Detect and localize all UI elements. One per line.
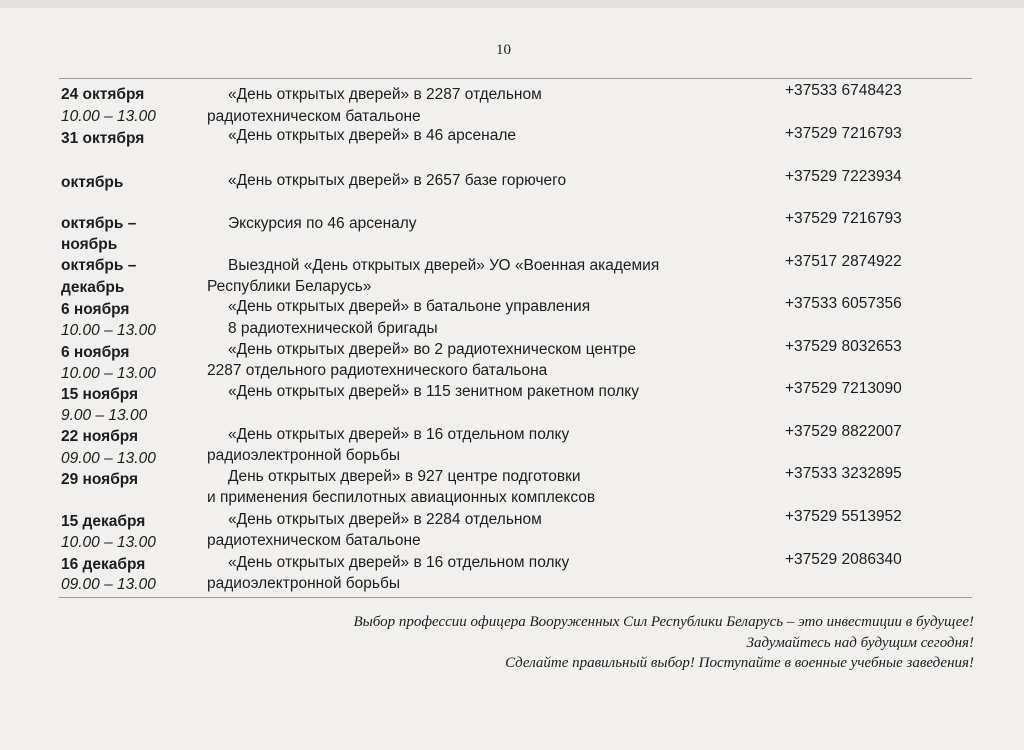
entry-phone: +37529 7216793: [785, 210, 902, 227]
entry-phone: +37529 5513952: [785, 508, 902, 525]
entry-phone: +37529 7213090: [785, 380, 902, 397]
entry-time: 09.00 – 13.00: [61, 576, 156, 593]
entry-event-continuation: 2287 отдельного радиотехнического батальона: [207, 362, 548, 379]
entry-event-continuation: радиотехническом батальоне: [207, 108, 421, 125]
entry-time: 10.00 – 13.00: [61, 322, 156, 339]
entry-phone: +37533 3232895: [785, 465, 902, 482]
footer-slogan-line: Задумайтесь над будущим сегодня!: [746, 635, 974, 651]
entry-phone: +37529 7216793: [785, 125, 902, 142]
entry-time: 10.00 – 13.00: [61, 534, 156, 551]
entry-phone: +37529 8032653: [785, 338, 902, 355]
entry-date-range-start: октябрь –: [61, 257, 137, 274]
entry-event-continuation: радиоэлектронной борьбы: [207, 447, 401, 464]
entry-date: 15 ноября: [61, 386, 139, 403]
entry-event: Экскурсия по 46 арсеналу: [228, 215, 417, 232]
entry-date-range-end: ноябрь: [61, 236, 118, 253]
entry-event: «День открытых дверей» в 2657 базе горючего: [228, 172, 567, 189]
bottom-divider: [59, 597, 972, 598]
entry-phone: +37533 6057356: [785, 295, 902, 312]
entry-phone: +37533 6748423: [785, 82, 902, 99]
page-number: 10: [496, 42, 511, 58]
footer-slogan-line: Сделайте правильный выбор! Поступайте в военные учебные заведения!: [505, 655, 974, 671]
entry-phone: +37517 2874922: [785, 253, 902, 270]
entry-event-continuation: 8 радиотехнической бригады: [228, 320, 438, 337]
entry-event: «День открытых дверей» в 16 отдельном полку: [228, 426, 570, 443]
entry-event: «День открытых дверей» в 2284 отдельном: [228, 511, 542, 528]
entry-date: 29 ноября: [61, 471, 139, 488]
entry-event: «День открытых дверей» в батальоне управления: [228, 298, 591, 315]
entry-date: 31 октября: [61, 130, 145, 147]
entry-date-range-start: октябрь –: [61, 215, 137, 232]
entry-date: 6 ноября: [61, 301, 130, 318]
entry-event-continuation: Республики Беларусь»: [207, 278, 372, 295]
entry-time: 10.00 – 13.00: [61, 108, 156, 125]
entry-date: 6 ноября: [61, 344, 130, 361]
entry-event: «День открытых дверей» в 115 зенитном ракетном полку: [228, 383, 639, 400]
entry-event: Выездной «День открытых дверей» УО «Военная академия: [228, 257, 660, 274]
entry-phone: +37529 8822007: [785, 423, 902, 440]
footer-slogan-line: Выбор профессии офицера Вооруженных Сил Республики Беларусь – это инвестиции в будущее!: [353, 614, 974, 630]
entry-time: 09.00 – 13.00: [61, 450, 156, 467]
entry-date-range-end: декабрь: [61, 279, 125, 296]
entry-phone: +37529 2086340: [785, 551, 902, 568]
top-divider: [59, 78, 972, 79]
scan-edge-band: [0, 0, 1024, 8]
entry-event: «День открытых дверей» в 46 арсенале: [228, 127, 516, 144]
entry-date: 22 ноября: [61, 428, 139, 445]
entry-date: 15 декабря: [61, 513, 146, 530]
entry-event: День открытых дверей» в 927 центре подготовки: [228, 468, 581, 485]
entry-event: «День открытых дверей» в 2287 отдельном: [228, 86, 542, 103]
entry-date: 24 октября: [61, 86, 145, 103]
entry-phone: +37529 7223934: [785, 168, 902, 185]
entry-time: 10.00 – 13.00: [61, 365, 156, 382]
entry-event-continuation: радиотехническом батальоне: [207, 532, 421, 549]
entry-event: «День открытых дверей» в 16 отдельном полку: [228, 554, 570, 571]
entry-event-continuation: радиоэлектронной борьбы: [207, 575, 401, 592]
entry-event: «День открытых дверей» во 2 радиотехническом центре: [228, 341, 636, 358]
entry-date: 16 декабря: [61, 556, 146, 573]
entry-time: 9.00 – 13.00: [61, 407, 148, 424]
entry-event-continuation: и применения беспилотных авиационных комплексов: [207, 489, 596, 506]
entry-date: октябрь: [61, 174, 124, 191]
